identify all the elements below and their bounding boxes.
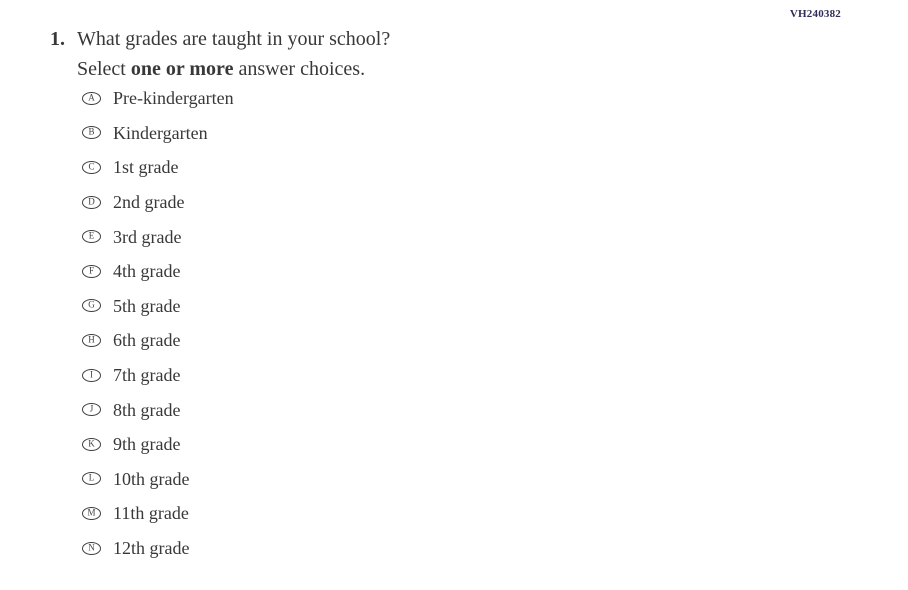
answer-bubble-icon[interactable] xyxy=(82,299,101,312)
answer-option-g[interactable] xyxy=(82,289,234,324)
answer-bubble-icon[interactable] xyxy=(82,334,101,347)
answer-letter: A xyxy=(88,92,95,103)
answer-bubble-icon[interactable] xyxy=(82,507,101,520)
answer-bubble-icon[interactable] xyxy=(82,230,101,243)
answer-letter: G xyxy=(88,299,95,310)
answer-label: 12th grade xyxy=(113,538,190,559)
question-text: What grades are taught in your school? xyxy=(77,28,391,50)
answer-letter: I xyxy=(90,369,93,380)
answer-option-a[interactable] xyxy=(82,81,234,116)
answer-option-m[interactable] xyxy=(82,496,234,531)
answer-letter: J xyxy=(89,403,94,414)
answer-bubble-icon[interactable] xyxy=(82,369,101,382)
answer-label: 7th grade xyxy=(113,365,181,386)
answer-bubble-icon[interactable] xyxy=(82,265,101,278)
answer-label: 11th grade xyxy=(113,503,189,524)
answer-label: 3rd grade xyxy=(113,226,182,247)
answer-option-l[interactable] xyxy=(82,462,234,497)
instruction-suffix: answer choices. xyxy=(233,58,366,80)
answer-bubble-icon[interactable] xyxy=(82,403,101,416)
answer-option-e[interactable] xyxy=(82,219,234,254)
answer-bubble-icon[interactable] xyxy=(82,438,101,451)
answer-letter: E xyxy=(88,230,95,241)
answer-letter: B xyxy=(88,126,95,137)
answer-letter: F xyxy=(88,265,94,276)
answer-option-h[interactable] xyxy=(82,323,234,358)
answer-option-b[interactable] xyxy=(82,116,234,151)
answer-letter: N xyxy=(88,542,95,553)
answer-option-f[interactable] xyxy=(82,254,234,289)
answer-option-k[interactable] xyxy=(82,427,234,462)
answer-option-j[interactable] xyxy=(82,392,234,427)
answer-bubble-icon[interactable] xyxy=(82,472,101,485)
answer-letter: H xyxy=(88,334,95,345)
answer-label: 6th grade xyxy=(113,330,181,351)
answer-bubble-icon[interactable] xyxy=(82,542,101,555)
question-line xyxy=(50,28,390,51)
answer-bubble-icon[interactable] xyxy=(82,126,101,139)
answer-label: 8th grade xyxy=(113,399,181,420)
answer-option-i[interactable] xyxy=(82,358,234,393)
question-number: 1. xyxy=(50,28,65,50)
form-code: VH240382 xyxy=(789,8,841,20)
answer-letter: C xyxy=(88,161,95,172)
instruction-prefix: Select xyxy=(77,58,131,80)
answer-options-list xyxy=(82,81,234,565)
answer-letter: M xyxy=(87,507,96,518)
answer-label: 4th grade xyxy=(113,261,181,282)
answer-label: Kindergarten xyxy=(113,122,208,143)
answer-label: 2nd grade xyxy=(113,192,185,213)
answer-label: 5th grade xyxy=(113,295,181,316)
answer-label: 10th grade xyxy=(113,468,190,489)
answer-bubble-icon[interactable] xyxy=(82,92,101,105)
answer-letter: D xyxy=(88,196,95,207)
answer-bubble-icon[interactable] xyxy=(82,161,101,174)
answer-label: Pre-kindergarten xyxy=(113,88,234,109)
answer-option-c[interactable] xyxy=(82,150,234,185)
answer-option-n[interactable] xyxy=(82,531,234,566)
instruction-line xyxy=(77,58,365,81)
answer-label: 1st grade xyxy=(113,157,179,178)
instruction-bold: one or more xyxy=(130,58,234,80)
answer-option-d[interactable] xyxy=(82,185,234,220)
answer-letter: K xyxy=(88,438,95,449)
answer-bubble-icon[interactable] xyxy=(82,196,101,209)
answer-letter: L xyxy=(88,472,95,483)
answer-label: 9th grade xyxy=(113,434,181,455)
